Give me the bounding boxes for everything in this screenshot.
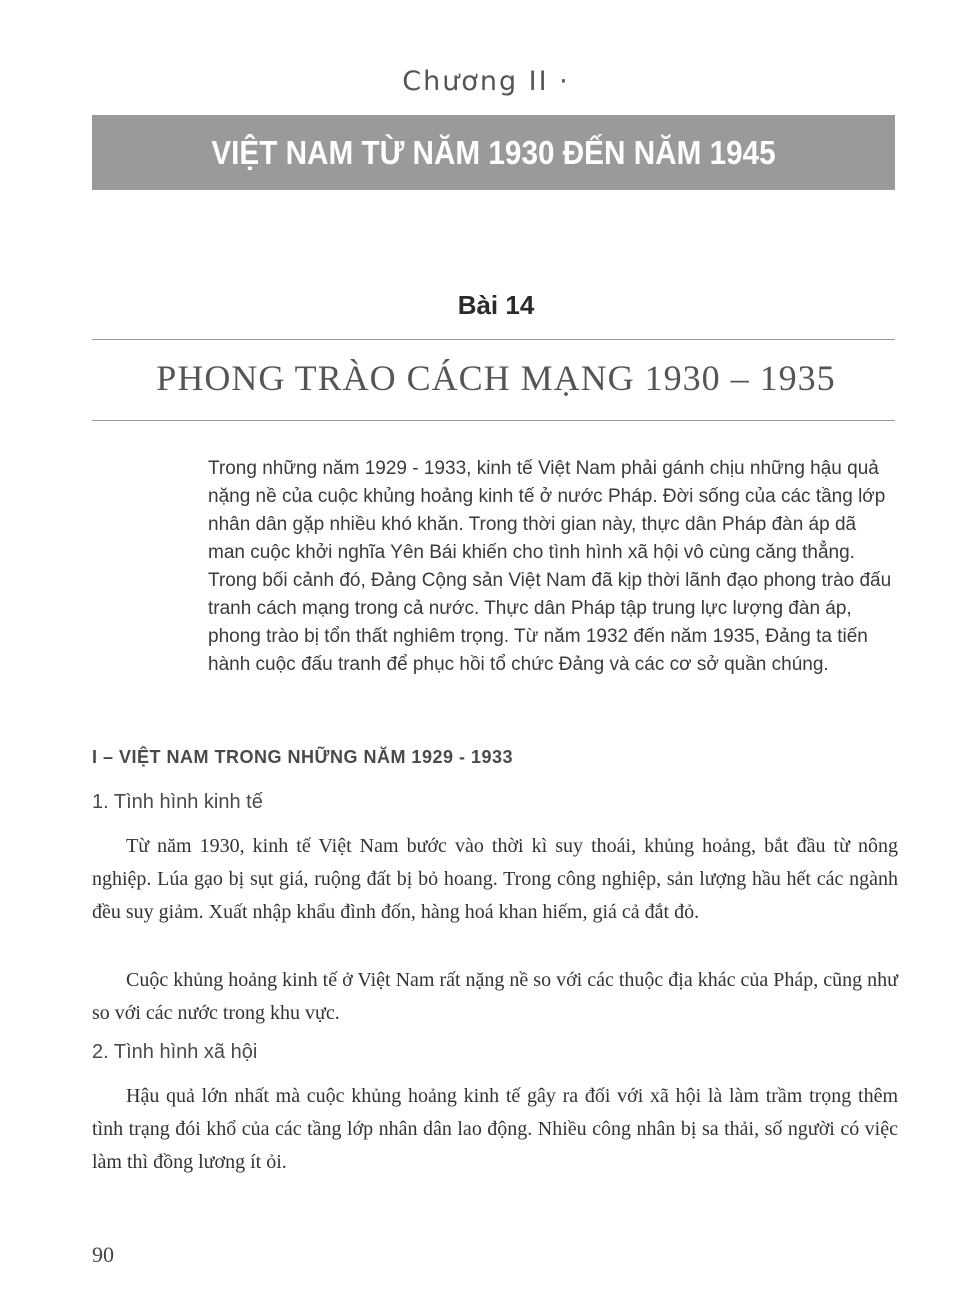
lesson-rule-bottom	[92, 420, 895, 421]
subsection-heading-society: 2. Tình hình xã hội	[92, 1041, 258, 1063]
chapter-title: VIỆT NAM TỪ NĂM 1930 ĐẾN NĂM 1945	[211, 134, 776, 171]
page-number: 90	[92, 1242, 114, 1267]
society-paragraph-1: Hậu quả lớn nhất mà cuộc khủng hoảng kinh tế gây ra đối với xã hội là làm trầm trọng thêm tình trạng đói khổ của các tầng lớp nhân dân lao động. Nhiều công nhân bị sa thải, số người có việc làm thì đồng lương ít ỏi.	[92, 1085, 898, 1173]
subsection-heading-economy: 1. Tình hình kinh tế	[92, 791, 263, 813]
economy-paragraph-1: Từ năm 1930, kinh tế Việt Nam bước vào thời kì suy thoái, khủng hoảng, bắt đầu từ nông nghiệp. Lúa gạo bị sụt giá, ruộng đất bị bỏ hoang. Trong công nghiệp, sản lượng hầu hết các ngành đều suy giảm. Xuất nhập khẩu đình đốn, hàng hoá khan hiếm, giá cả đắt đỏ.	[92, 835, 898, 923]
economy-paragraph-2: Cuộc khủng hoảng kinh tế ở Việt Nam rất nặng nề so với các thuộc địa khác của Pháp, cũng như so với các nước trong khu vực.	[92, 969, 898, 1024]
chapter-label: Chương II ·	[402, 66, 570, 97]
chapter-banner	[92, 115, 895, 190]
intro-paragraph: Trong những năm 1929 - 1933, kinh tế Việt Nam phải gánh chịu những hậu quả nặng nề của cuộc khủng hoảng kinh tế ở nước Pháp. Đời sống của các tầng lớp nhân dân gặp nhiều khó khăn. Trong thời gian này, thực dân Pháp đàn áp dã man cuộc khởi nghĩa Yên Bái khiến cho tình hình xã hội vô cùng căng thẳng. Trong bối cảnh đó, Đảng Cộng sản Việt Nam đã kịp thời lãnh đạo phong trào đấu tranh cách mạng trong cả nước. Thực dân Pháp tập trung lực lượng đàn áp, phong trào bị tổn thất nghiêm trọng. Từ năm 1932 đến năm 1935, Đảng ta tiến hành cuộc đấu tranh để phục hồi tổ chức Đảng và các cơ sở quần chúng.	[208, 458, 892, 675]
lesson-label: Bài 14	[457, 290, 535, 320]
lesson-rule-top	[92, 339, 895, 340]
section-heading: I – VIỆT NAM TRONG NHỮNG NĂM 1929 - 1933	[92, 747, 514, 767]
lesson-title: PHONG TRÀO CÁCH MẠNG 1930 – 1935	[156, 358, 836, 398]
